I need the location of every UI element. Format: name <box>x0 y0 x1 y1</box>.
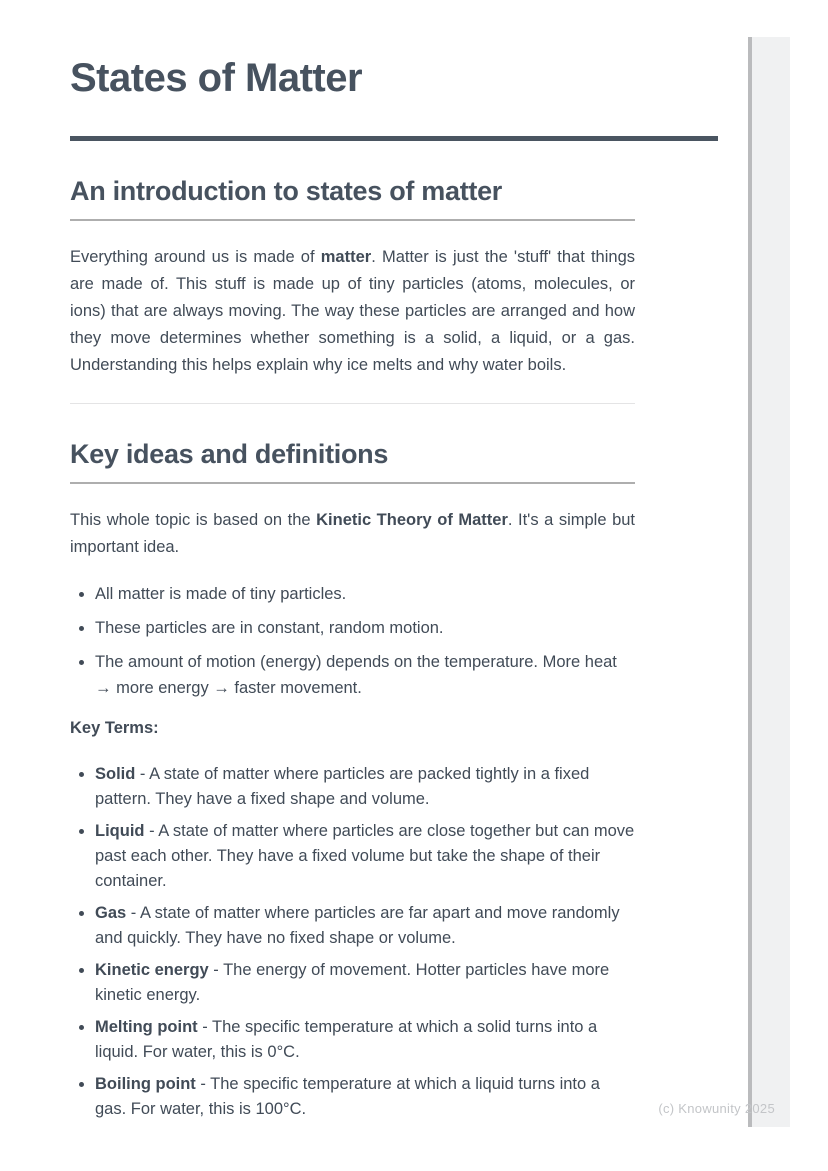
paragraph-text: . It's a simple but important idea. <box>70 511 636 556</box>
paragraph-text: Everything around us is made of <box>70 248 321 266</box>
list-item <box>95 1072 635 1122</box>
list-item <box>95 1015 635 1065</box>
term-definition: - A state of matter where particles are packed tightly in a fixed pattern. They have a fixed shape and volume. <box>95 765 590 808</box>
term-kinetic-energy: Kinetic energy <box>95 961 209 979</box>
paragraph-text: . Matter is just the 'stuff' that things are made of. This stuff is made up of tiny particles (atoms, molecules, or ions) that are always moving. The way these particles are arranged and how they move determines whether something is a solid, a liquid, or a gas. Understanding this helps explain why ice melts and why water boils. <box>70 248 635 374</box>
term-definition: - The energy of movement. Hotter particles have more kinetic energy. <box>95 961 610 1004</box>
term-definition: - A state of matter where particles are far apart and move randomly and quickly. They have no fixed shape or volume. <box>95 904 620 947</box>
term-gas: Gas <box>95 904 127 922</box>
list-item <box>95 901 635 951</box>
kinetic-theory-list <box>70 581 635 701</box>
term-solid: Solid <box>95 765 136 783</box>
paragraph-text: This whole topic is based on the <box>70 511 317 529</box>
term-definition: - The specific temperature at which a solid turns into a liquid. For water, this is 0°C. <box>95 1018 598 1061</box>
key-terms-label: Key Terms: <box>70 719 159 737</box>
term-definition: - The specific temperature at which a liquid turns into a gas. For water, this is 100°C. <box>95 1075 600 1118</box>
key-terms-list <box>70 762 635 1122</box>
term-liquid: Liquid <box>95 822 145 840</box>
intro-paragraph <box>70 244 635 379</box>
bold-term-matter: matter <box>320 248 372 266</box>
key-ideas-paragraph <box>70 507 635 561</box>
title-rule <box>70 136 718 141</box>
list-item <box>95 958 635 1008</box>
term-boiling-point: Boiling point <box>95 1075 196 1093</box>
list-item: • These particles are in constant, random motion. <box>95 615 635 641</box>
page-title: States of Matter <box>70 56 363 100</box>
adjacent-page-edge <box>748 37 790 1127</box>
section-heading-key-ideas: Key ideas and definitions <box>70 438 635 484</box>
section-heading-introduction: An introduction to states of matter <box>70 175 635 221</box>
list-item: • The amount of motion (energy) depends on the temperature. More heat → more energy → faster movement. <box>95 649 635 701</box>
document-page <box>70 0 635 1129</box>
list-item: • All matter is made of tiny particles. <box>95 581 635 607</box>
copyright-watermark: (c) Knowunity 2025 <box>658 1101 775 1116</box>
section-key-ideas <box>70 438 635 1122</box>
section-divider <box>70 403 635 404</box>
list-item <box>95 762 635 812</box>
list-item <box>95 819 635 894</box>
term-melting-point: Melting point <box>95 1018 198 1036</box>
term-definition: - A state of matter where particles are close together but can move past each other. They have a fixed volume but take the shape of their container. <box>95 822 635 890</box>
section-introduction <box>70 175 635 379</box>
bold-term-kinetic-theory: Kinetic Theory of Matter <box>316 511 508 529</box>
